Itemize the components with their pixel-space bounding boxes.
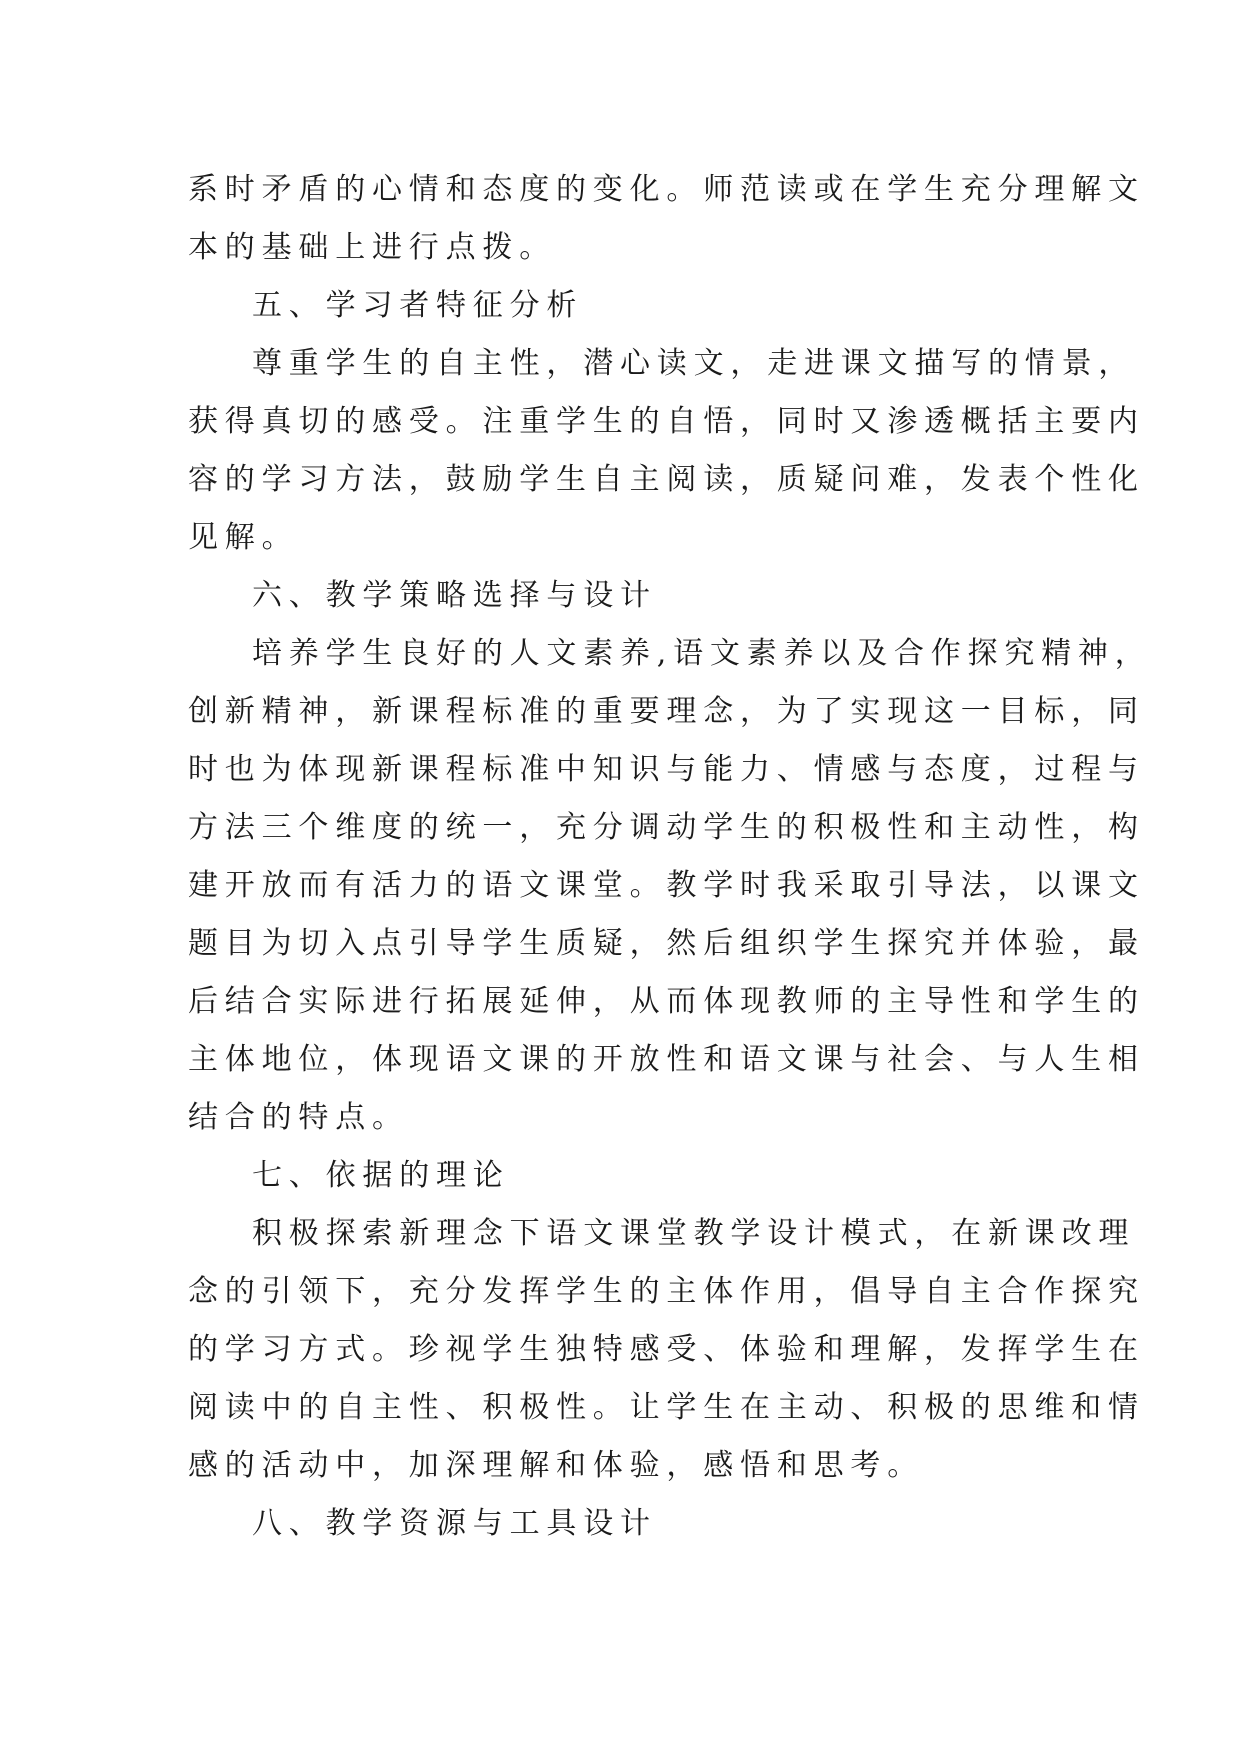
section-heading-7: 七、依据的理论 — [252, 1158, 510, 1193]
section-heading-6: 六、教学策略选择与设计 — [252, 578, 657, 613]
text-line: 尊重学生的自主性，潜心读文，走进课文描写的情景， — [252, 346, 1136, 381]
text-line: 系时矛盾的心情和态度的变化。师范读或在学生充分理解文 — [188, 172, 1145, 207]
section-heading-8: 八、教学资源与工具设计 — [252, 1506, 657, 1541]
text-line: 阅读中的自主性、积极性。让学生在主动、积极的思维和情 — [188, 1390, 1145, 1425]
document-body — [188, 161, 1152, 1553]
text-line: 的学习方式。珍视学生独特感受、体验和理解，发挥学生在 — [188, 1332, 1145, 1367]
text-line: 题目为切入点引导学生质疑，然后组织学生探究并体验，最 — [188, 926, 1145, 961]
text-line: 创新精神，新课程标准的重要理念，为了实现这一目标，同 — [188, 694, 1145, 729]
text-line: 时也为体现新课程标准中知识与能力、情感与态度，过程与 — [188, 752, 1145, 787]
text-line: 获得真切的感受。注重学生的自悟，同时又渗透概括主要内 — [188, 404, 1145, 439]
text-line: 方法三个维度的统一，充分调动学生的积极性和主动性，构 — [188, 810, 1145, 845]
section-heading-5: 五、学习者特征分析 — [252, 288, 584, 323]
text-line: 主体地位，体现语文课的开放性和语文课与社会、与人生相 — [188, 1042, 1145, 1077]
text-line: 本的基础上进行点拨。 — [188, 230, 556, 265]
text-line: 培养学生良好的人文素养,语文素养以及合作探究精神， — [252, 636, 1152, 671]
text-line: 感的活动中，加深理解和体验，感悟和思考。 — [188, 1448, 924, 1483]
text-line: 念的引领下，充分发挥学生的主体作用，倡导自主合作探究 — [188, 1274, 1145, 1309]
text-line: 建开放而有活力的语文课堂。教学时我采取引导法，以课文 — [188, 868, 1145, 903]
text-line: 容的学习方法，鼓励学生自主阅读，质疑问难，发表个性化 — [188, 462, 1145, 497]
text-line: 结合的特点。 — [188, 1100, 409, 1135]
text-line: 见解。 — [188, 520, 299, 555]
text-line: 积极探索新理念下语文课堂教学设计模式，在新课改理 — [252, 1216, 1136, 1251]
text-line: 后结合实际进行拓展延伸，从而体现教师的主导性和学生的 — [188, 984, 1145, 1019]
